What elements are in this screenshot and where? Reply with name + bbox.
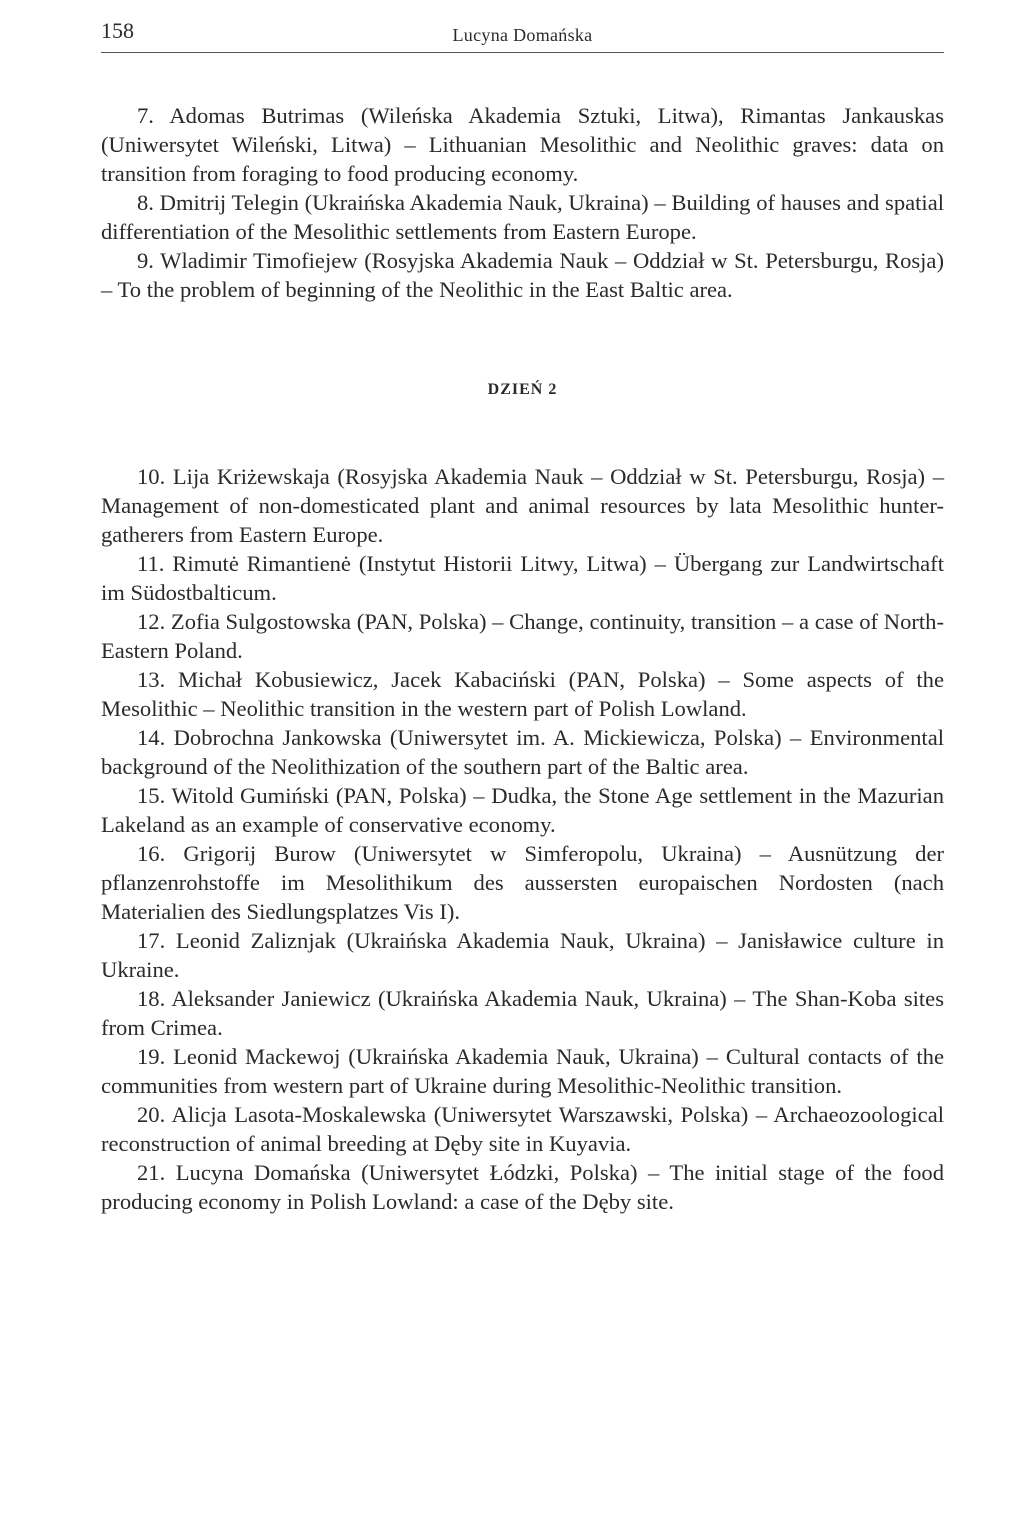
program-entry: 15. Witold Gumiński (PAN, Polska) – Dudka, the Stone Age settlement in the Mazurian Lakeland as an example of conservative economy. xyxy=(101,783,944,837)
program-list xyxy=(101,101,944,1216)
program-entry: 7. Adomas Butrimas (Wileńska Akademia Sztuki, Litwa), Rimantas Jankauskas (Uniwersytet Wileński, Litwa) – Lithuanian Mesolithic and Neolithic graves: data on transition from foraging to food producing economy. xyxy=(101,103,944,186)
program-entry: 9. Wladimir Timofiejew (Rosyjska Akademia Nauk – Oddział w St. Petersburgu, Rosja) – To the problem of beginning of the Neolithic in the East Baltic area. xyxy=(101,248,944,302)
program-entry: 13. Michał Kobusiewicz, Jacek Kabaciński (PAN, Polska) – Some aspects of the Mesolithic – Neolithic transition in the western part of Polish Lowland. xyxy=(101,667,944,721)
program-entry: 17. Leonid Zaliznjak (Ukraińska Akademia Nauk, Ukraina) – Janisławice culture in Ukraine. xyxy=(101,928,944,982)
running-title: Lucyna Domańska xyxy=(452,25,593,45)
program-entry: 18. Aleksander Janiewicz (Ukraińska Akademia Nauk, Ukraina) – The Shan-Koba sites from Crimea. xyxy=(101,986,944,1040)
program-entry: 16. Grigorij Burow (Uniwersytet w Simferopolu, Ukraina) – Ausnützung der pflanzenrohstoffe im Mesolithikum des aussersten europaischen Nordosten (nach Materialien des Siedlungsplatzes Vis I). xyxy=(101,841,944,924)
program-entry: 8. Dmitrij Telegin (Ukraińska Akademia Nauk, Ukraina) – Building of hauses and spatial differentiation of the Mesolithic settlements from Eastern Europe. xyxy=(101,190,944,244)
program-entry: 21. Lucyna Domańska (Uniwersytet Łódzki, Polska) – The initial stage of the food producing economy in Polish Lowland: a case of the Dęby site. xyxy=(101,1160,944,1214)
program-entry: 14. Dobrochna Jankowska (Uniwersytet im. A. Mickiewicza, Polska) – Environmental background of the Neolithization of the southern part of the Baltic area. xyxy=(101,725,944,779)
section-heading: DZIEŃ 2 xyxy=(487,381,558,398)
program-entry: 11. Rimutė Rimantienė (Instytut Historii Litwy, Litwa) – Übergang zur Landwirtschaft im Südostbalticum. xyxy=(101,551,944,605)
page-number: 158 xyxy=(101,18,134,43)
program-entry: 12. Zofia Sulgostowska (PAN, Polska) – Change, continuity, transition – a case of North-Eastern Poland. xyxy=(101,609,944,663)
program-entry: 20. Alicja Lasota-Moskalewska (Uniwersytet Warszawski, Polska) – Archaeozoological reconstruction of animal breeding at Dęby site in Kuyavia. xyxy=(101,1102,944,1156)
program-entry: 10. Lija Kriżewskaja (Rosyjska Akademia Nauk – Oddział w St. Petersburgu, Rosja) – Management of non-domesticated plant and animal resources by lata Mesolithic hunter-gatherers from Eastern Europe. xyxy=(101,464,944,547)
program-entry: 19. Leonid Mackewoj (Ukraińska Akademia Nauk, Ukraina) – Cultural contacts of the communities from western part of Ukraine during Mesolithic-Neolithic transition. xyxy=(101,1044,944,1098)
running-head xyxy=(101,18,944,53)
book-page xyxy=(101,18,944,1216)
